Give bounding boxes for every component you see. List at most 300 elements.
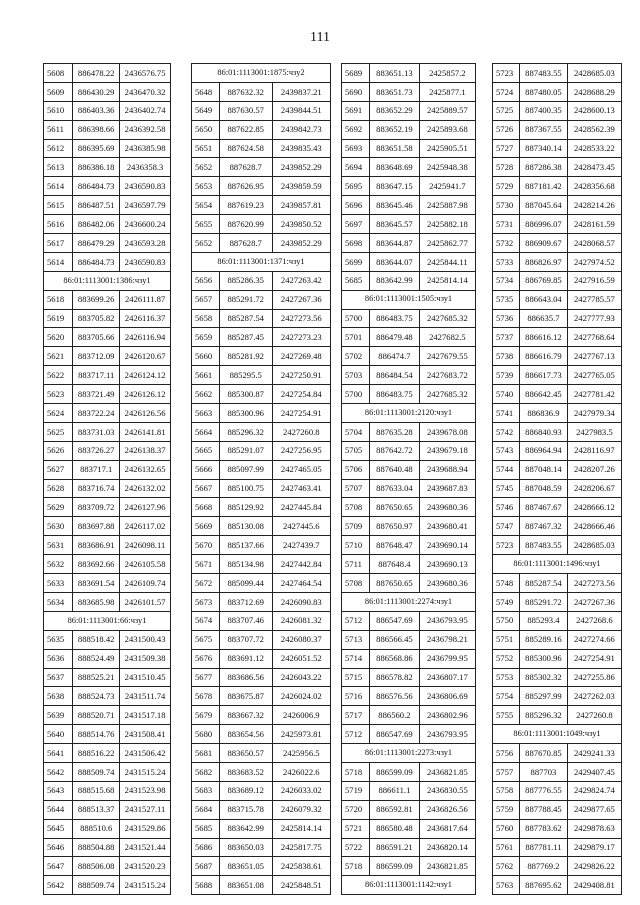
coordinate-y: 2431521.44 (120, 838, 171, 857)
coordinate-x: 883691.12 (219, 649, 272, 668)
table-row (493, 857, 622, 876)
coordinate-y: 2427768.64 (567, 328, 621, 347)
coordinate-y: 2436806.69 (419, 687, 475, 706)
table-row (44, 385, 171, 404)
coordinate-y: 2426033.02 (272, 781, 330, 800)
coordinate-y: 2431520.23 (120, 857, 171, 876)
table-row (192, 668, 331, 687)
table-row (44, 687, 171, 706)
table-row (342, 479, 476, 498)
coordinate-x: 887628.7 (219, 234, 272, 253)
coordinate-x: 886635.7 (520, 309, 568, 328)
parcel-cadastral-number: 86:01:1113001:66:чзу1 (44, 611, 171, 630)
coordinate-table-4 (492, 63, 622, 895)
point-number: 5740 (493, 385, 520, 404)
table-row (44, 177, 171, 196)
coordinate-x: 888509.74 (73, 876, 120, 895)
table-row (493, 479, 622, 498)
table-row (192, 347, 331, 366)
coordinate-y: 2436590.83 (120, 252, 171, 271)
table-row (192, 290, 331, 309)
coordinate-x: 886580.48 (370, 819, 420, 838)
table-row (192, 196, 331, 215)
coordinate-x: 887633.04 (370, 479, 420, 498)
point-number: 5615 (44, 196, 73, 215)
point-number: 5619 (44, 309, 73, 328)
coordinate-y: 2436392.58 (120, 120, 171, 139)
table-row (493, 252, 622, 271)
coordinate-x: 883644.07 (370, 252, 420, 271)
point-number: 5649 (192, 101, 220, 120)
point-number: 5744 (493, 460, 520, 479)
point-number: 5612 (44, 139, 73, 158)
coordinate-y: 2427263.42 (272, 271, 330, 290)
coordinate-y: 2431511.74 (120, 687, 171, 706)
coordinate-y: 2426141.81 (120, 422, 171, 441)
coordinate-x: 883686.56 (219, 668, 272, 687)
point-number: 5608 (44, 64, 73, 83)
table-row (342, 347, 476, 366)
table-row (44, 120, 171, 139)
coordinate-y: 2428600.13 (567, 101, 621, 120)
coordinate-x: 885287.54 (520, 574, 568, 593)
table-row (44, 630, 171, 649)
table-row (342, 460, 476, 479)
point-number: 5651 (192, 139, 220, 158)
coordinate-y: 2427442.84 (272, 555, 330, 574)
coordinate-x: 886482.06 (73, 215, 120, 234)
table-row (342, 64, 476, 83)
point-number: 5632 (44, 555, 73, 574)
point-number: 5743 (493, 441, 520, 460)
coordinate-x: 886474.7 (370, 347, 420, 366)
coordinate-x: 886591.21 (370, 838, 420, 857)
parcel-cadastral-number: 86:01:1113001:2273:чзу1 (342, 744, 476, 763)
table-row (192, 819, 331, 838)
point-number: 5731 (493, 215, 520, 234)
point-number: 5657 (192, 290, 220, 309)
coordinate-y: 2425838.61 (272, 857, 330, 876)
coordinate-y: 2426022.6 (272, 762, 330, 781)
point-number: 5622 (44, 366, 73, 385)
coordinate-x: 883654.56 (219, 725, 272, 744)
table-row (192, 762, 331, 781)
coordinate-x: 886578.82 (370, 668, 420, 687)
point-number: 5673 (192, 592, 220, 611)
table-row (342, 101, 476, 120)
coordinate-x: 883689.12 (219, 781, 272, 800)
coordinate-y: 2427260.8 (567, 706, 621, 725)
point-number: 5759 (493, 800, 520, 819)
table-row (44, 762, 171, 781)
coordinate-y: 2426138.37 (120, 441, 171, 460)
table-row (44, 536, 171, 555)
point-number: 5686 (192, 838, 220, 857)
table-row (342, 574, 476, 593)
coordinate-x: 883721.49 (73, 385, 120, 404)
coordinate-y: 2436799.95 (419, 649, 475, 668)
point-number: 5760 (493, 819, 520, 838)
table-row (342, 196, 476, 215)
coordinate-y: 2427250.91 (272, 366, 330, 385)
table-row (44, 838, 171, 857)
coordinate-x: 887650.65 (370, 498, 420, 517)
table-row (493, 328, 622, 347)
coordinate-y: 2426024.02 (272, 687, 330, 706)
coordinate-y: 2428068.57 (567, 234, 621, 253)
point-number: 5710 (342, 536, 370, 555)
coordinate-y: 2427274.66 (567, 630, 621, 649)
point-number: 5644 (44, 800, 73, 819)
coordinate-x: 883651.08 (219, 876, 272, 895)
parcel-cadastral-number: 86:01:1113001:1875:чзу2 (192, 64, 331, 83)
coordinate-x: 887630.57 (219, 101, 272, 120)
point-number: 5697 (342, 215, 370, 234)
point-number: 5752 (493, 649, 520, 668)
coordinate-y: 2439680.41 (419, 517, 475, 536)
table-row (192, 101, 331, 120)
coordinate-y: 2426090.83 (272, 592, 330, 611)
coordinate-y: 2436358.3 (120, 158, 171, 177)
table-row (493, 744, 622, 763)
point-number: 5706 (342, 460, 370, 479)
coordinate-y: 2428685.03 (567, 536, 621, 555)
table-row (192, 422, 331, 441)
table-row (192, 441, 331, 460)
table-row (342, 309, 476, 328)
point-number: 5735 (493, 290, 520, 309)
table-row (342, 422, 476, 441)
coordinate-x: 887181.42 (520, 177, 568, 196)
coordinate-y: 2431523.98 (120, 781, 171, 800)
coordinate-x: 887620.99 (219, 215, 272, 234)
coordinate-x: 886599.09 (370, 857, 420, 876)
coordinate-x: 883675.87 (219, 687, 272, 706)
coordinate-y: 2428207.26 (567, 460, 621, 479)
table-row (192, 479, 331, 498)
table-row (192, 687, 331, 706)
coordinate-y: 2428206.67 (567, 479, 621, 498)
table-row (342, 328, 476, 347)
table-row (44, 460, 171, 479)
parcel-header-row (493, 725, 622, 744)
parcel-cadastral-number: 86:01:1113001:1142:чзу1 (342, 876, 476, 895)
coordinate-x: 883650.03 (219, 838, 272, 857)
coordinate-x: 887400.35 (520, 101, 568, 120)
coordinate-x: 886398.66 (73, 120, 120, 139)
table-row (342, 385, 476, 404)
coordinate-y: 2427767.13 (567, 347, 621, 366)
point-number: 5646 (44, 838, 73, 857)
coordinate-x: 886484.73 (73, 177, 120, 196)
coordinate-x: 888518.42 (73, 630, 120, 649)
coordinate-y: 2428685.03 (567, 64, 621, 83)
coordinate-x: 887783.62 (520, 819, 568, 838)
table-row (44, 706, 171, 725)
coordinate-y: 2425973.81 (272, 725, 330, 744)
point-number: 5642 (44, 876, 73, 895)
coordinate-y: 2436821.85 (419, 762, 475, 781)
coordinate-x: 888504.88 (73, 838, 120, 857)
coordinate-x: 883712.69 (219, 592, 272, 611)
coordinate-x: 883644.87 (370, 234, 420, 253)
coordinate-x: 883651.58 (370, 139, 420, 158)
coordinate-x: 887483.55 (520, 536, 568, 555)
table-row (192, 574, 331, 593)
coordinate-x: 885134.98 (219, 555, 272, 574)
coordinate-y: 2436820.14 (419, 838, 475, 857)
coordinate-x: 888506.08 (73, 857, 120, 876)
coordinate-y: 2428688.29 (567, 82, 621, 101)
point-number: 5723 (493, 64, 520, 83)
coordinate-y: 2425814.14 (419, 271, 475, 290)
table-row (44, 744, 171, 763)
point-number: 5709 (342, 517, 370, 536)
point-number: 5748 (493, 574, 520, 593)
point-number: 5733 (493, 252, 520, 271)
table-row (493, 234, 622, 253)
table-row (44, 592, 171, 611)
table-row (342, 800, 476, 819)
table-row (192, 328, 331, 347)
coordinate-y: 2431515.24 (120, 876, 171, 895)
coordinate-x: 883697.88 (73, 517, 120, 536)
coordinate-y: 2429826.22 (567, 857, 621, 876)
parcel-cadastral-number: 86:01:1113001:1496:чзу1 (493, 555, 622, 574)
coordinate-y: 2426124.12 (120, 366, 171, 385)
coordinate-y: 2431517.18 (120, 706, 171, 725)
coordinate-x: 885293.4 (520, 611, 568, 630)
coordinate-x: 887340.14 (520, 139, 568, 158)
coordinate-y: 2427979.34 (567, 404, 621, 423)
point-number: 5745 (493, 479, 520, 498)
point-number: 5656 (192, 271, 220, 290)
point-number: 5674 (192, 611, 220, 630)
coordinate-y: 2425814.14 (272, 819, 330, 838)
coordinate-x: 883642.99 (370, 271, 420, 290)
coordinate-x: 883712.09 (73, 347, 120, 366)
point-number: 5762 (493, 857, 520, 876)
point-number: 5635 (44, 630, 73, 649)
point-number: 5701 (342, 328, 370, 347)
point-number: 5684 (192, 800, 220, 819)
point-number: 5724 (493, 82, 520, 101)
coordinate-x: 887635.28 (370, 422, 420, 441)
point-number: 5610 (44, 101, 73, 120)
point-number: 5663 (192, 404, 220, 423)
table-row (342, 819, 476, 838)
coordinate-x: 887624.58 (219, 139, 272, 158)
coordinate-y: 2425844.11 (419, 252, 475, 271)
point-number: 5751 (493, 630, 520, 649)
coordinate-x: 885097.99 (219, 460, 272, 479)
table-row (192, 82, 331, 101)
point-number: 5715 (342, 668, 370, 687)
coordinate-y: 2439690.14 (419, 536, 475, 555)
coordinate-x: 886547.69 (370, 611, 420, 630)
point-number: 5750 (493, 611, 520, 630)
coordinate-y: 2427267.36 (272, 290, 330, 309)
point-number: 5634 (44, 592, 73, 611)
point-number: 5708 (342, 498, 370, 517)
table-row (44, 479, 171, 498)
table-row (192, 857, 331, 876)
point-number: 5690 (342, 82, 370, 101)
table-row (192, 158, 331, 177)
point-number: 5725 (493, 101, 520, 120)
point-number: 5699 (342, 252, 370, 271)
table-row (493, 385, 622, 404)
coordinate-x: 886479.29 (73, 234, 120, 253)
point-number: 5730 (493, 196, 520, 215)
table-row (44, 82, 171, 101)
coordinate-y: 2429241.33 (567, 744, 621, 763)
point-number: 5705 (342, 441, 370, 460)
table-row (493, 290, 622, 309)
point-number: 5714 (342, 649, 370, 668)
coordinate-y: 2429879.17 (567, 838, 621, 857)
table-row (44, 441, 171, 460)
point-number: 5661 (192, 366, 220, 385)
coordinate-x: 886386.18 (73, 158, 120, 177)
coordinate-y: 2427255.86 (567, 668, 621, 687)
coordinate-y: 2428473.45 (567, 158, 621, 177)
table-row (342, 517, 476, 536)
point-number: 5631 (44, 536, 73, 555)
coordinate-x: 886483.75 (370, 309, 420, 328)
coordinate-y: 2436597.79 (120, 196, 171, 215)
point-number: 5648 (192, 82, 220, 101)
table-row (44, 517, 171, 536)
coordinate-y: 2425862.77 (419, 234, 475, 253)
table-row (493, 177, 622, 196)
coordinate-x: 887048.59 (520, 479, 568, 498)
table-row (192, 800, 331, 819)
coordinate-x: 886826.97 (520, 252, 568, 271)
table-row (44, 234, 171, 253)
point-number: 5687 (192, 857, 220, 876)
coordinate-x: 886643.04 (520, 290, 568, 309)
table-row (493, 441, 622, 460)
coordinate-x: 883707.46 (219, 611, 272, 630)
coordinate-y: 2436821.85 (419, 857, 475, 876)
table-row (192, 139, 331, 158)
point-number: 5682 (192, 762, 220, 781)
point-number: 5758 (493, 781, 520, 800)
point-number: 5737 (493, 328, 520, 347)
point-number: 5685 (342, 271, 370, 290)
coordinate-y: 2436817.64 (419, 819, 475, 838)
coordinate-x: 886642.45 (520, 385, 568, 404)
point-number: 5652 (192, 158, 220, 177)
coordinate-y: 2425893.68 (419, 120, 475, 139)
coordinate-y: 2427254.91 (567, 649, 621, 668)
coordinate-y: 2427683.72 (419, 366, 475, 385)
coordinate-y: 2439679.18 (419, 441, 475, 460)
table-row (44, 366, 171, 385)
coordinate-y: 2431510.45 (120, 668, 171, 687)
table-row (192, 234, 331, 253)
coordinate-x: 886909.67 (520, 234, 568, 253)
point-number: 5718 (342, 762, 370, 781)
coordinate-y: 2439852.29 (272, 158, 330, 177)
coordinate-y: 2427262.03 (567, 687, 621, 706)
point-number: 5655 (192, 215, 220, 234)
coordinate-x: 883726.27 (73, 441, 120, 460)
point-number: 5675 (192, 630, 220, 649)
coordinate-y: 2431509.38 (120, 649, 171, 668)
coordinate-y: 2427464.54 (272, 574, 330, 593)
coordinate-x: 886568.86 (370, 649, 420, 668)
table-row (192, 536, 331, 555)
table-row (342, 177, 476, 196)
coordinate-x: 885291.72 (520, 592, 568, 611)
table-row (342, 838, 476, 857)
coordinate-y: 2425941.7 (419, 177, 475, 196)
point-number: 5738 (493, 347, 520, 366)
coordinate-y: 2425889.57 (419, 101, 475, 120)
coordinate-x: 887632.32 (219, 82, 272, 101)
point-number: 5734 (493, 271, 520, 290)
table-row (192, 744, 331, 763)
point-number: 5667 (192, 479, 220, 498)
coordinate-x: 883705.66 (73, 328, 120, 347)
coordinate-table-2 (191, 63, 331, 895)
point-number: 5719 (342, 781, 370, 800)
point-number: 5642 (44, 762, 73, 781)
table-row (44, 347, 171, 366)
table-row (44, 328, 171, 347)
table-row (192, 177, 331, 196)
coordinate-x: 887619.23 (219, 196, 272, 215)
coordinate-y: 2426132.02 (120, 479, 171, 498)
point-number: 5658 (192, 309, 220, 328)
coordinate-x: 883716.74 (73, 479, 120, 498)
coordinate-y: 2436826.56 (419, 800, 475, 819)
table-row (342, 271, 476, 290)
coordinate-x: 883717.11 (73, 366, 120, 385)
parcel-cadastral-number: 86:01:1113001:2120:чзу1 (342, 404, 476, 423)
coordinate-y: 2427273.56 (567, 574, 621, 593)
coordinate-y: 2426081.32 (272, 611, 330, 630)
table-row (493, 536, 622, 555)
coordinate-x: 886395.69 (73, 139, 120, 158)
coordinate-y: 2425817.75 (272, 838, 330, 857)
coordinate-x: 886479.48 (370, 328, 420, 347)
coordinate-y: 2436793.95 (419, 611, 475, 630)
coordinate-x: 887642.72 (370, 441, 420, 460)
coordinate-y: 2436807.17 (419, 668, 475, 687)
parcel-header-row (192, 64, 331, 83)
point-number: 5755 (493, 706, 520, 725)
table-row (192, 649, 331, 668)
table-row (192, 555, 331, 574)
coordinate-x: 885287.54 (219, 309, 272, 328)
coordinate-x: 885295.5 (219, 366, 272, 385)
coordinate-x: 887622.85 (219, 120, 272, 139)
coordinate-x: 887788.45 (520, 800, 568, 819)
coordinate-x: 886836.9 (520, 404, 568, 423)
point-number: 5641 (44, 744, 73, 763)
point-number: 5729 (493, 177, 520, 196)
coordinate-y: 2428533.22 (567, 139, 621, 158)
table-row (192, 271, 331, 290)
coordinate-x: 885296.32 (219, 422, 272, 441)
coordinate-x: 886560.2 (370, 706, 420, 725)
point-number: 5707 (342, 479, 370, 498)
coordinate-y: 2426051.52 (272, 649, 330, 668)
table-row (493, 158, 622, 177)
